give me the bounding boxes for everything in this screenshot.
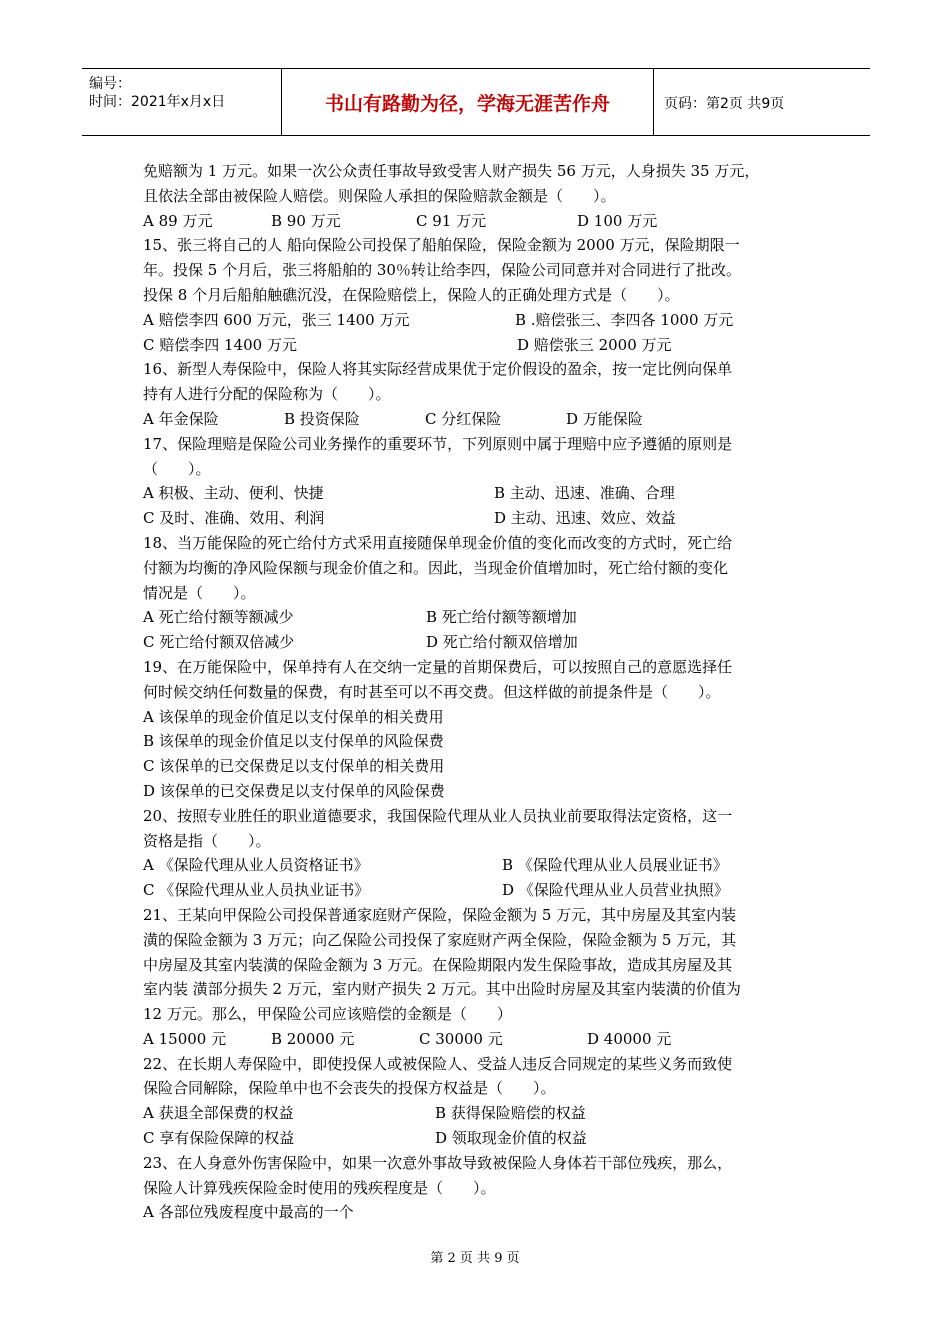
q22-option-a: A 获退全部保费的权益 (143, 1104, 294, 1123)
q21-option-a: A 15000 元 (143, 1029, 227, 1048)
q22-line-1: 22、在长期人寿保险中，即使投保人或被保险人、受益人违反合同规定的某些义务而致使 (143, 1054, 733, 1073)
q21-line-4: 室内装 潢部分损失 2 万元，室内财产损失 2 万元。其中出险时房屋及其室内装潢的价值为 (143, 980, 741, 999)
q14-options (143, 209, 813, 234)
q21-line-1: 21、王某向甲保险公司投保普通家庭财产保险，保险金额为 5 万元，其中房屋及其室内装 (143, 905, 737, 924)
q14-option-d: D 100 万元 (577, 211, 658, 230)
q16-line-2: 持有人进行分配的保险称为（ ）。 (143, 385, 391, 404)
page-footer: 第 2 页 共 9 页 (430, 1251, 520, 1266)
q15-option-c: C 赔偿李四 1400 万元 (143, 335, 297, 354)
q20-option-b: B 《保险代理从业人员展业证书》 (502, 856, 728, 875)
q22-option-c: C 享有保险保障的权益 (143, 1129, 295, 1148)
q22-options-row-2 (143, 1126, 813, 1151)
q15-line-3: 投保 8 个月后船舶触礁沉没，在保险赔偿上，保险人的正确处理方式是（ ）。 (143, 285, 680, 304)
q20-option-c: C 《保险代理从业人员执业证书》 (143, 881, 370, 900)
q17-option-c: C 及时、准确、效用、利润 (143, 509, 325, 528)
q22-option-d: D 领取现金价值的权益 (435, 1129, 587, 1148)
q21-line-2: 潢的保险金额为 3 万元；向乙保险公司投保了家庭财产两全保险，保险金额为 5 万元，其 (143, 930, 737, 949)
q18-line-2: 付额为均衡的净风险保额与现金价值之和。因此，当现金价值增加时，死亡给付额的变化 (143, 558, 729, 577)
q23-option-a: A 各部位残废程度中最高的一个 (143, 1203, 354, 1222)
page-header (82, 68, 870, 136)
q18-option-c: C 死亡给付额双倍减少 (143, 633, 295, 652)
q19-option-a: A 该保单的现金价值足以支付保单的相关费用 (143, 707, 444, 726)
q16-option-c: C 分红保险 (425, 409, 502, 428)
q16-option-d: D 万能保险 (566, 409, 643, 428)
q20-line-1: 20、按照专业胜任的职业道德要求，我国保险代理从业人员执业前要取得法定资格，这一 (143, 806, 733, 825)
q16-line-1: 16、新型人寿保险中，保险人将其实际经营成果优于定价假设的盈余，按一定比例向保单 (143, 360, 733, 379)
header-motto: 书山有路勤为径，学海无涯苦作舟 (282, 69, 654, 135)
q20-line-2: 资格是指（ ）。 (143, 831, 271, 850)
q19-line-2: 何时候交纳任何数量的保费，有时甚至可以不再交费。但这样做的前提条件是（ ）。 (143, 682, 721, 701)
q15-options-row-1 (143, 308, 813, 333)
q22-options-row-1 (143, 1101, 813, 1126)
q17-option-a: A 积极、主动、便利、快捷 (143, 484, 324, 503)
q20-options-row-2 (143, 878, 813, 903)
number-label: 编号： (89, 76, 131, 92)
q15-option-b: B .赔偿张三、李四各 1000 万元 (515, 310, 734, 329)
q17-option-b: B 主动、迅速、准确、合理 (494, 484, 675, 503)
q17-options-row-2 (143, 506, 813, 531)
q15-line-2: 年。投保 5 个月后，张三将船舶的 30％转让给李四，保险公司同意并对合同进行了批改。 (143, 261, 741, 280)
q15-line-1: 15、张三将自己的人 船向保险公司投保了船舶保险，保险金额为 2000 万元，保险期限一 (143, 236, 740, 255)
header-left-cell (82, 69, 282, 135)
q20-options-row-1 (143, 853, 813, 878)
q19-option-b: B 该保单的现金价值足以支付保单的风险保费 (143, 732, 444, 751)
q20-option-a: A 《保险代理从业人员资格证书》 (143, 856, 369, 875)
q18-option-d: D 死亡给付额双倍增加 (426, 633, 578, 652)
q16-option-a: A 年金保险 (143, 409, 219, 428)
q21-line-5: 12 万元。那么，甲保险公司应该赔偿的金额是（ ） (143, 1005, 512, 1024)
q21-line-3: 中房屋及其室内装潢的保险金额为 3 万元。在保险期限内发生保险事故，造成其房屋及其 (143, 955, 733, 974)
q16-options (143, 407, 813, 432)
q18-option-b: B 死亡给付额等额增加 (426, 608, 577, 627)
q17-option-d: D 主动、迅速、效应、效益 (494, 509, 676, 528)
q19-line-1: 19、在万能保险中，保单持有人在交纳一定量的首期保费后，可以按照自己的意愿选择任 (143, 657, 733, 676)
q21-option-b: B 20000 元 (271, 1029, 355, 1048)
q14-option-b: B 90 万元 (271, 211, 341, 230)
time-label: 时间：2021年x月x日 (89, 94, 226, 110)
q15-options-row-2 (143, 333, 813, 358)
q14-line-1: 免赔额为 1 万元。如果一次公众责任事故导致受害人财产损失 56 万元，人身损失 35 万元， (143, 162, 760, 180)
q18-option-a: A 死亡给付额等额减少 (143, 608, 294, 627)
q21-option-d: D 40000 元 (587, 1029, 672, 1048)
q16-option-b: B 投资保险 (284, 409, 360, 428)
q21-option-c: C 30000 元 (419, 1029, 503, 1048)
document-body (143, 159, 813, 1225)
q14-option-a: A 89 万元 (143, 211, 213, 230)
q18-options-row-2 (143, 630, 813, 655)
q17-line-2: （ ）。 (143, 459, 211, 478)
q21-options (143, 1027, 813, 1052)
q19-option-d: D 该保单的已交保费足以支付保单的风险保费 (143, 781, 445, 800)
q18-line-1: 18、当万能保险的死亡给付方式采用直接随保单现金价值的变化而改变的方式时，死亡给 (143, 533, 733, 552)
q18-line-3: 情况是（ ）。 (143, 583, 256, 602)
q15-option-a: A 赔偿李四 600 万元，张三 1400 万元 (143, 310, 410, 329)
q18-options-row-1 (143, 605, 813, 630)
q14-option-c: C 91 万元 (416, 211, 487, 230)
q15-option-d: D 赔偿张三 2000 万元 (517, 335, 672, 354)
q19-option-c: C 该保单的已交保费足以支付保单的相关费用 (143, 757, 445, 776)
q23-line-2: 保险人计算残疾保险金时使用的残疾程度是（ ）。 (143, 1178, 496, 1197)
q17-line-1: 17、保险理赔是保险公司业务操作的重要环节，下列原则中属于理赔中应予遵循的原则是 (143, 434, 733, 453)
q23-line-1: 23、在人身意外伤害保险中，如果一次意外事故导致被保险人身体若干部位残疾，那么， (143, 1153, 733, 1172)
q22-option-b: B 获得保险赔偿的权益 (435, 1104, 586, 1123)
q22-line-2: 保险合同解除，保险单中也不会丧失的投保方权益是（ ）。 (143, 1079, 556, 1098)
q14-line-2: 且依法全部由被保险人赔偿。则保险人承担的保险赔款金额是（ ）。 (143, 186, 616, 205)
header-page-info: 页码：第2页 共9页 (664, 96, 785, 112)
q20-option-d: D 《保险代理从业人员营业执照》 (502, 881, 729, 900)
q17-options-row-1 (143, 481, 813, 506)
